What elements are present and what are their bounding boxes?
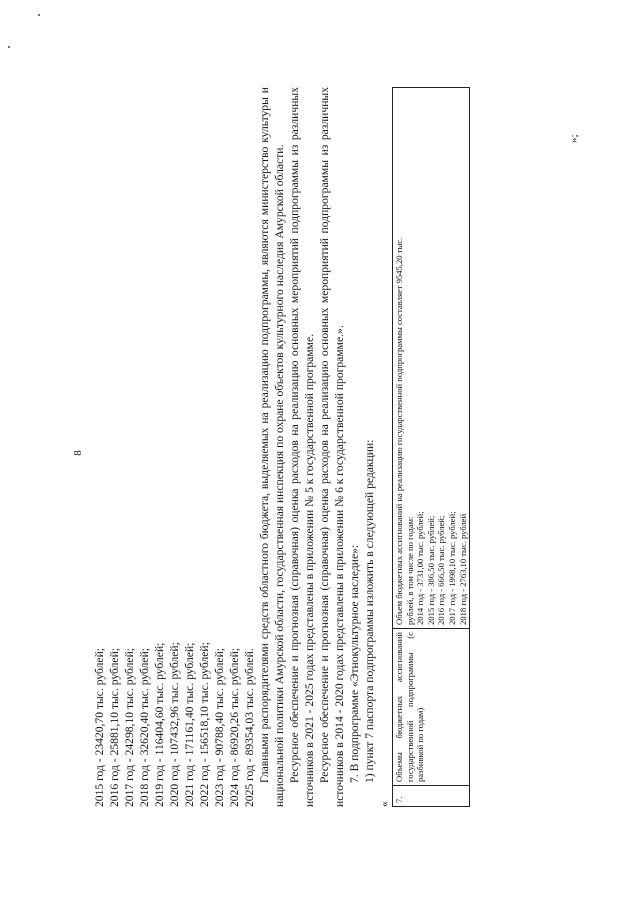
body-text [92, 87, 470, 807]
value-line: 2014 год - 3731,00 тыс. рублей; [415, 510, 426, 625]
year-line: 2024 год - 86920,26 тыс. рублей; [228, 647, 241, 807]
paragraph-resources-2021: Ресурсное обеспечение и прогнозная (справочная) оценка расходов на реализацию основных мероприятий подпрограммы из различных источников в 2021 - 2025 годах представлены в приложении № 5 к государственной программе. [288, 86, 316, 807]
year-line: 2021 год - 171161,40 тыс. рублей; [183, 642, 196, 807]
page-number: 8 [72, 449, 84, 456]
year-line: 2025 год - 89354,03 тыс. рублей. [243, 647, 256, 807]
quote-open: « [378, 800, 391, 807]
year-line: 2022 год - 156518,10 тыс. рублей; [198, 641, 211, 807]
scan-speck [38, 14, 40, 16]
year-line: 2016 год - 25881,10 тыс. рублей; [108, 647, 121, 807]
year-line: 2015 год - 23420,70 тыс. рублей; [93, 647, 106, 807]
value-line: Объем бюджетных ассигнований на реализацию государственной подпрограммы составляет 9545,20 тыс. [394, 237, 404, 625]
rotated-content [20, 23, 620, 883]
paragraph-distributors: Главными распорядителями средств областного бюджета, выделяемых на реализацию подпрограммы, являются министерство культуры и национальной политики Амурской области, государственная инспекция по охране объектов культурного наследия Амурской области. [258, 86, 286, 807]
value-line: 2015 год - 386,50 тыс. рублей; [425, 515, 436, 625]
year-line: 2023 год - 90788,40 тыс. рублей; [213, 647, 226, 807]
year-line: 2020 год - 107432,96 тыс. рублей; [168, 641, 181, 807]
value-line: 2017 год - 1998,10 тыс. рублей; [446, 510, 457, 625]
row-value [393, 87, 470, 628]
paragraph-resources-2014: Ресурсное обеспечение и прогнозная (справочная) оценка расходов на реализацию основных мероприятий подпрограммы из различных источников в 2014 - 2020 годах представлены в приложении № 6 к государственной программе.». [318, 86, 346, 807]
year-line: 2017 год - 24298,10 тыс. рублей; [123, 647, 136, 807]
scan-speck [8, 46, 10, 48]
quote-close: »; [568, 133, 580, 143]
row-number: 7. [393, 785, 470, 806]
paragraph-subprogram: 7. В подпрограмме «Этнокультурное наследие»: [348, 544, 361, 783]
paragraph-item: 1) пункт 7 паспорта подпрограммы изложить в следующей редакции: [363, 439, 376, 783]
year-line: 2019 год - 116404,60 тыс. рублей; [153, 642, 166, 807]
row-label: Объемы бюджетных ассигнований государственной подпрограммы (с разбивкой по годам) [393, 628, 470, 785]
value-line: 2018 год - 2763,10 тыс. рублей [457, 513, 468, 625]
value-line: рублей, в том числе по годам: [404, 516, 415, 625]
table-row [393, 87, 470, 806]
passport-table [392, 87, 470, 807]
value-line: 2016 год - 666,50 тыс. рублей; [436, 515, 447, 625]
year-line: 2018 год - 32620,40 тыс. рублей; [138, 647, 151, 807]
